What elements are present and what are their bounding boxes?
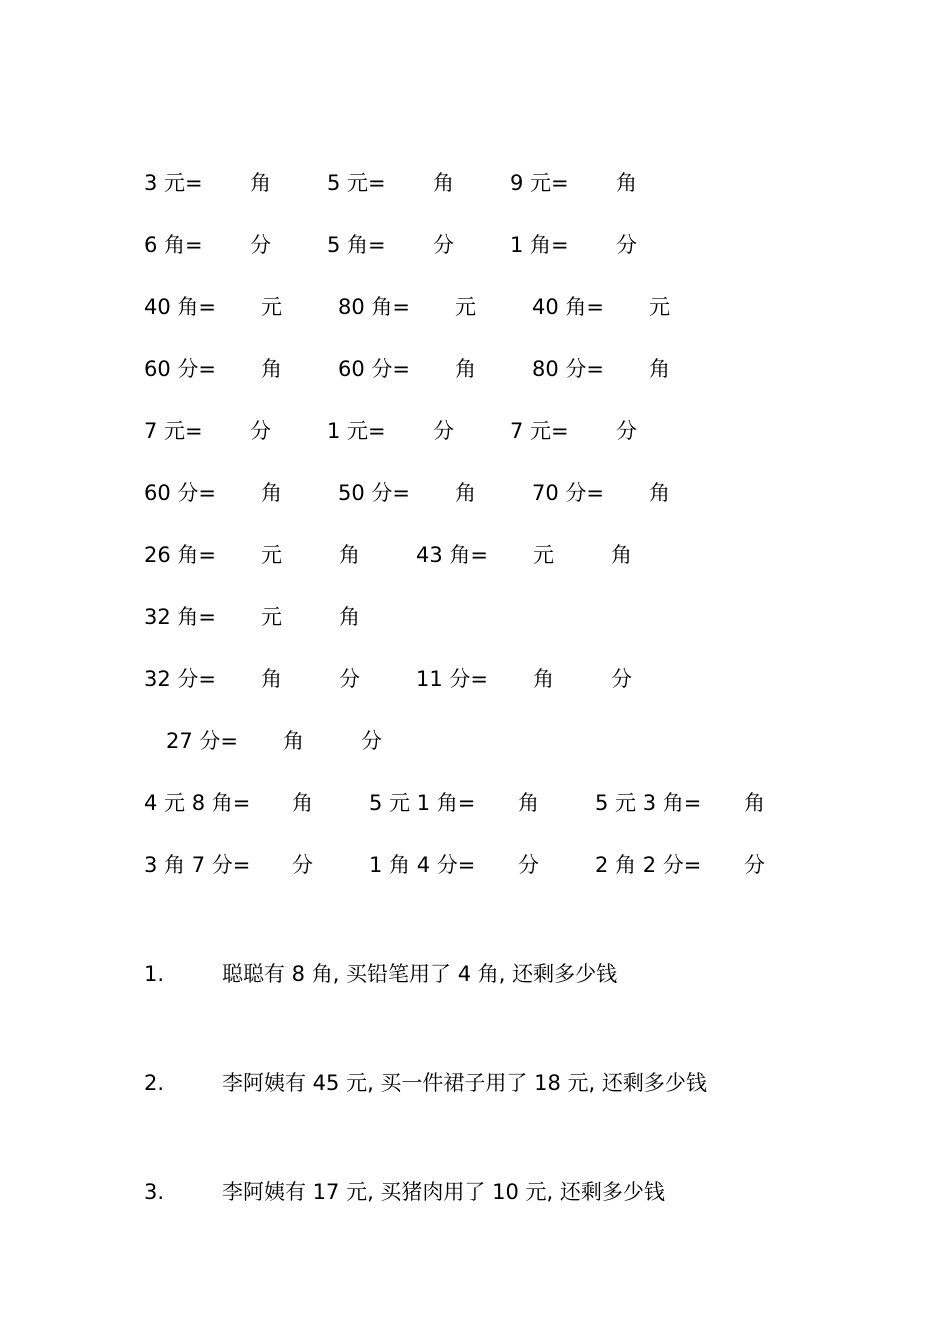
exercise-row-5 — [0, 416, 950, 446]
exercise-prompt: 5 元 1 角= — [369, 791, 476, 815]
exercise-unit: 角 — [261, 481, 282, 505]
exercise-unit: 角 — [283, 729, 304, 753]
exercise-row-7 — [0, 540, 950, 570]
exercise-unit: 角 — [455, 357, 476, 381]
problem-text: 聪聪有 8 角, 买铅笔用了 4 角, 还剩多少钱 — [222, 962, 618, 986]
exercise-unit: 分 — [250, 419, 271, 443]
exercise-prompt: 32 角= — [144, 605, 216, 629]
exercise-prompt: 1 角 4 分= — [369, 853, 476, 877]
exercise-row-3 — [0, 292, 950, 322]
exercise-row-10 — [0, 726, 950, 756]
exercise-unit: 角 — [649, 357, 670, 381]
exercise-prompt: 70 分= — [532, 481, 604, 505]
exercise-unit: 元 — [649, 295, 670, 319]
exercise-prompt: 3 元= — [144, 171, 203, 195]
exercise-prompt: 7 元= — [510, 419, 569, 443]
problem-number: 3. — [144, 1180, 165, 1204]
exercise-prompt: 27 分= — [166, 729, 238, 753]
exercise-prompt: 7 元= — [144, 419, 203, 443]
exercise-prompt: 5 元 3 角= — [595, 791, 702, 815]
exercise-prompt: 3 角 7 分= — [144, 853, 251, 877]
word-problem-1 — [0, 959, 950, 989]
exercise-prompt: 2 角 2 分= — [595, 853, 702, 877]
exercise-unit: 元 — [533, 543, 554, 567]
exercise-unit: 角 — [518, 791, 539, 815]
exercise-unit: 角 — [250, 171, 271, 195]
exercise-unit: 角 — [611, 543, 632, 567]
exercise-prompt: 80 分= — [532, 357, 604, 381]
exercise-unit: 元 — [261, 543, 282, 567]
exercise-prompt: 1 元= — [327, 419, 386, 443]
exercise-unit: 角 — [433, 171, 454, 195]
exercise-unit: 元 — [261, 295, 282, 319]
exercise-unit: 角 — [649, 481, 670, 505]
problem-number: 2. — [144, 1071, 165, 1095]
exercise-unit: 分 — [616, 233, 637, 257]
exercise-prompt: 80 角= — [338, 295, 410, 319]
exercise-unit: 分 — [616, 419, 637, 443]
exercise-unit: 分 — [339, 667, 360, 691]
exercise-unit: 分 — [292, 853, 313, 877]
exercise-unit: 元 — [261, 605, 282, 629]
exercise-prompt: 26 角= — [144, 543, 216, 567]
exercise-unit: 角 — [292, 791, 313, 815]
problem-text: 李阿姨有 17 元, 买猪肉用了 10 元, 还剩多少钱 — [222, 1180, 665, 1204]
exercise-prompt: 43 角= — [416, 543, 488, 567]
exercise-prompt: 5 角= — [327, 233, 386, 257]
exercise-unit: 角 — [616, 171, 637, 195]
exercise-prompt: 6 角= — [144, 233, 203, 257]
exercise-row-2 — [0, 230, 950, 260]
exercise-unit: 角 — [744, 791, 765, 815]
exercise-prompt: 4 元 8 角= — [144, 791, 251, 815]
exercise-prompt: 32 分= — [144, 667, 216, 691]
word-problem-3 — [0, 1177, 950, 1207]
exercise-row-12 — [0, 850, 950, 880]
exercise-row-8 — [0, 602, 950, 632]
exercise-unit: 角 — [261, 667, 282, 691]
exercise-prompt: 5 元= — [327, 171, 386, 195]
word-problem-2 — [0, 1068, 950, 1098]
exercise-unit: 分 — [361, 729, 382, 753]
exercise-prompt: 9 元= — [510, 171, 569, 195]
exercise-prompt: 40 角= — [532, 295, 604, 319]
exercise-unit: 元 — [455, 295, 476, 319]
exercise-unit: 角 — [533, 667, 554, 691]
exercise-row-4 — [0, 354, 950, 384]
exercise-unit: 分 — [744, 853, 765, 877]
exercise-prompt: 11 分= — [416, 667, 488, 691]
exercise-prompt: 50 分= — [338, 481, 410, 505]
exercise-row-9 — [0, 664, 950, 694]
exercise-unit: 分 — [433, 233, 454, 257]
exercise-prompt: 60 分= — [144, 481, 216, 505]
exercise-unit: 角 — [339, 605, 360, 629]
exercise-prompt: 1 角= — [510, 233, 569, 257]
exercise-row-11 — [0, 788, 950, 818]
exercise-row-1 — [0, 168, 950, 198]
exercise-prompt: 40 角= — [144, 295, 216, 319]
exercise-unit: 分 — [433, 419, 454, 443]
exercise-row-6 — [0, 478, 950, 508]
exercise-unit: 角 — [455, 481, 476, 505]
exercise-unit: 分 — [250, 233, 271, 257]
exercise-prompt: 60 分= — [338, 357, 410, 381]
exercise-unit: 角 — [261, 357, 282, 381]
exercise-unit: 分 — [518, 853, 539, 877]
exercise-unit: 分 — [611, 667, 632, 691]
exercise-unit: 角 — [339, 543, 360, 567]
problem-text: 李阿姨有 45 元, 买一件裙子用了 18 元, 还剩多少钱 — [222, 1071, 707, 1095]
exercise-prompt: 60 分= — [144, 357, 216, 381]
problem-number: 1. — [144, 962, 165, 986]
